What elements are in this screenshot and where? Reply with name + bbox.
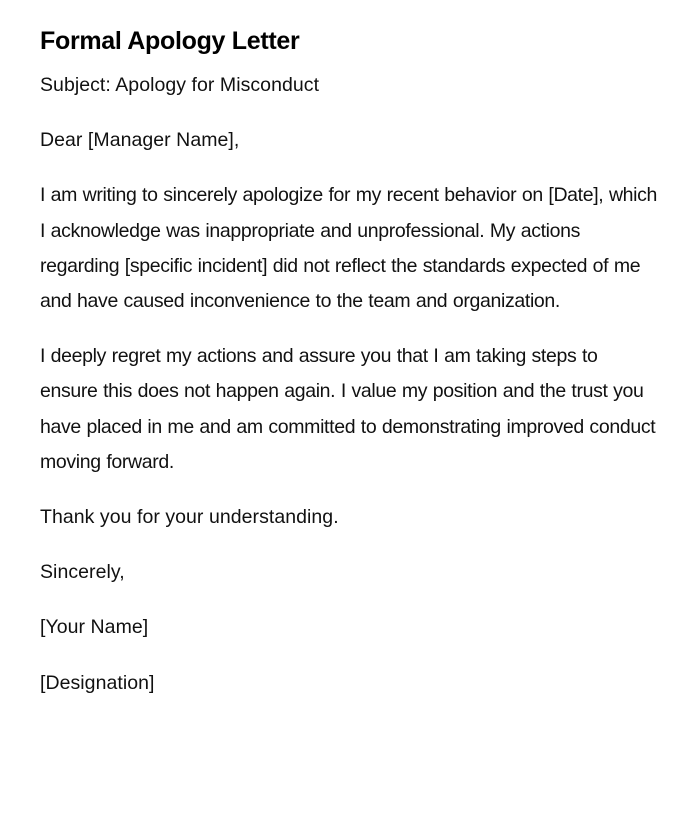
closing-thanks: Thank you for your understanding. (40, 506, 339, 529)
document-title: Formal Apology Letter (40, 27, 300, 55)
salutation: Dear [Manager Name], (40, 129, 240, 152)
body-paragraph-2: I deeply regret my actions and assure you that I am taking steps to ensure this does not happen again. I value my position and the trust you have placed in me and am committed to demonstrating improved conduct moving forward. (40, 345, 656, 473)
sender-designation: [Designation] (40, 671, 155, 694)
sender-name: [Your Name] (40, 616, 149, 639)
sign-off: Sincerely, (40, 561, 125, 584)
subject-line: Subject: Apology for Misconduct (40, 74, 320, 96)
body-paragraph-1: I am writing to sincerely apologize for my recent behavior on [Date], which I acknowledge was inappropriate and unprofessional. My actions regarding [specific incident] did not reflect the standards expected of me and have caused inconvenience to the team and organization. (40, 184, 658, 313)
